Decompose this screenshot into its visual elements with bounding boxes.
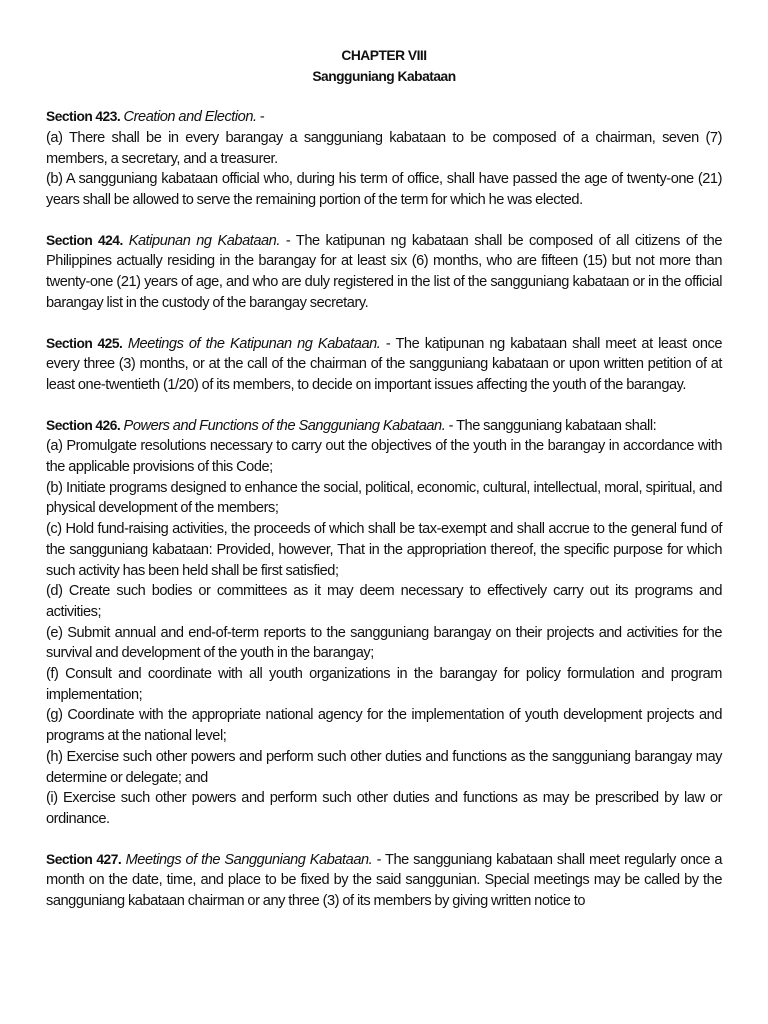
section-number: Section 424. <box>46 232 123 248</box>
section-paragraph: (b) A sangguniang kabataan official who, during his term of office, shall have passed the age of twenty-one (21) years shall be allowed to serve the remaining portion of the term for which he was elected. <box>46 171 722 208</box>
chapter-header <box>46 46 722 87</box>
section-paragraph: (a) Promulgate resolutions necessary to carry out the objectives of the youth in the barangay in accordance with the applicable provisions of this Code; <box>46 438 722 476</box>
section-title: Meetings of the Katipunan ng Kabataan. <box>127 335 381 352</box>
section-paragraph: (i) Exercise such other powers and perform such other duties and functions as may be prescribed by law or ordinance. <box>46 790 722 827</box>
section-paragraph: (g) Coordinate with the appropriate national agency for the implementation of youth development projects and programs at the national level; <box>46 707 722 745</box>
chapter-title: Sangguniang Kabataan <box>312 68 456 84</box>
section-lead-text: - The sangguniang kabataan shall meet regularly once a month on the date, time, and place to be fixed by the said sanggunian. Special meetings may be called by the sangguniang kabataan chairman or any three (3) of its members by giving written notice to <box>46 851 723 910</box>
section-number: Section 425. <box>46 335 123 351</box>
sections-container <box>46 107 722 912</box>
section-number: Section 423. <box>46 109 121 125</box>
chapter-number: CHAPTER VIII <box>341 48 427 63</box>
section-title: Creation and Election. <box>123 109 257 126</box>
section-paragraph: (d) Create such bodies or committees as it may deem necessary to effectively carry out its programs and activities; <box>46 583 722 620</box>
section-paragraph: (e) Submit annual and end-of-term reports to the sangguniang barangay on their projects and activities for the survival and development of the youth in the barangay; <box>46 624 722 662</box>
section-lead-text: - The sangguniang kabataan shall: <box>445 417 657 434</box>
section-424 <box>46 231 722 314</box>
section-title: Katipunan ng Kabataan. <box>128 232 280 249</box>
section-paragraph: (h) Exercise such other powers and perform such other duties and functions as the sangguniang barangay may determine or delegate; and <box>46 748 722 786</box>
section-423 <box>46 107 722 211</box>
section-title: Meetings of the Sangguniang Kabataan. <box>125 851 373 868</box>
section-paragraph: (b) Initiate programs designed to enhance the social, political, economic, cultural, intellectual, moral, spiritual, and physical development of the members; <box>46 479 722 517</box>
section-paragraph: (f) Consult and coordinate with all youth organizations in the barangay for policy formulation and program implementation; <box>46 666 722 703</box>
section-lead-text: - The katipunan ng kabataan shall be composed of all citizens of the Philippines actually residing in the barangay for at least six (6) months, who are fifteen (15) but not more than twenty-one (21) years of age, and who are duly registered in the list of the sangguniang kabataan or in the official barangay list in the custody of the barangay secretary. <box>46 232 722 311</box>
section-number: Section 426. <box>46 417 121 433</box>
section-425 <box>46 334 722 396</box>
section-title: Powers and Functions of the Sangguniang Kabataan. <box>123 417 446 434</box>
section-paragraph: (c) Hold fund-raising activities, the proceeds of which shall be tax-exempt and shall accrue to the general fund of the sangguniang kabataan: Provided, however, That in the appropriation thereof, the specific purpose for which such activity has been held shall be first satisfied; <box>46 521 722 579</box>
section-426 <box>46 416 722 830</box>
section-number: Section 427. <box>46 851 122 867</box>
section-427 <box>46 850 722 912</box>
section-paragraph: (a) There shall be in every barangay a sangguniang kabataan to be composed of a chairman, seven (7) members, a secretary, and a treasurer. <box>46 129 722 167</box>
section-lead-text: - <box>256 109 265 126</box>
section-lead-text: - The katipunan ng kabataan shall meet at least once every three (3) months, or at the call of the chairman of the sangguniang kabataan or upon written petition of at least one-twentieth (1/20) of its members, to decide on important issues affecting the youth of the barangay. <box>46 335 722 393</box>
